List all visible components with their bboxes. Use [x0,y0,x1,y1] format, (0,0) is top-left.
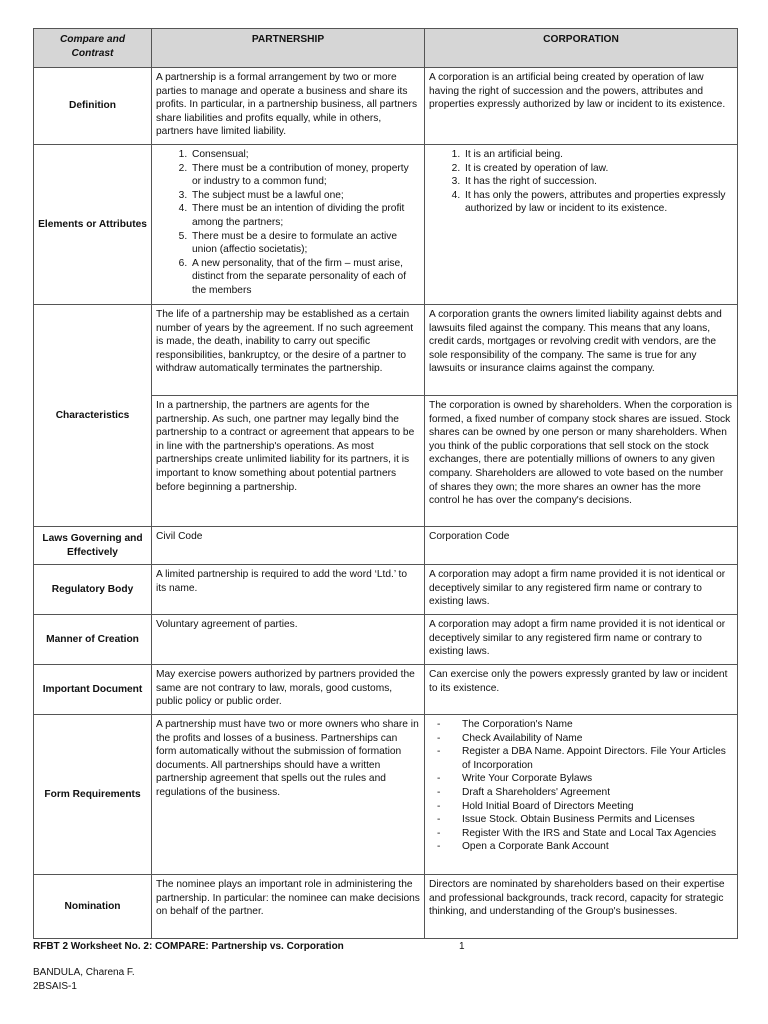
document-corporation: Can exercise only the powers expressly granted by law or incident to its existence. [425,665,738,715]
row-form [34,715,738,875]
elements-partnership-list [156,148,420,298]
list-item: 2. There must be a contribution of money, property or industry to a common fund; [190,162,420,189]
characteristics-corporation-2: The corporation is owned by shareholders. When the corporation is formed, a fixed number of company stock shares are issued. Stock shares can be owned by one person or many shareholders. When you think of the public corporations that sell stock on the stock exchanges, there are potentially millions of owners to any given company. Shareholders are allowed to vote based on the number of shares they own; the more shares an owner has the more control he has over the company's decisions. [425,396,738,527]
form-corporation [425,715,738,875]
row-label-nomination: Nomination [34,875,152,939]
laws-corporation: Corporation Code [425,527,738,565]
row-label-characteristics: Characteristics [34,305,152,527]
list-item: - Issue Stock. Obtain Business Permits and Licenses [462,813,733,827]
row-label-creation: Manner of Creation [34,615,152,665]
list-item: 4. There must be an intention of dividing the profit among the partners; [190,202,420,229]
row-label-elements: Elements or Attributes [34,145,152,305]
author-name: BANDULA, Charena F. [33,967,135,978]
row-label-regulatory: Regulatory Body [34,565,152,615]
nomination-corporation: Directors are nominated by shareholders based on their expertise and professional backgrounds, track record, capacity for strategic thinking, and understanding of the Group's businesses. [425,875,738,939]
list-item: 4. It has only the powers, attributes and properties expressly authorized by law or incident to its existence. [463,189,733,216]
creation-corporation: A corporation may adopt a firm name provided it is not identical or deceptively similar to any registered firm name or contrary to existing laws. [425,615,738,665]
page-number: 1 [459,941,465,952]
list-item: - Hold Initial Board of Directors Meeting [462,800,733,814]
comparison-table [33,28,738,939]
document-partnership: May exercise powers authorized by partners provided the same are not contrary to law, morals, good customs, public policy or public order. [152,665,425,715]
form-partnership: A partnership must have two or more owners who share in the profits and losses of a business. Partnerships can form automatically without the submission of formation documents. All partnerships should have a written partnership agreement that spells out the rules and regulations of the business. [152,715,425,875]
elements-corporation [425,145,738,305]
row-laws [34,527,738,565]
row-elements [34,145,738,305]
list-item: - Open a Corporate Bank Account [462,840,733,854]
author-section: 2BSAIS-1 [33,981,77,992]
row-label-laws: Laws Governing and Effectively [34,527,152,565]
list-item: 1. It is an artificial being. [463,148,733,162]
footer-title: RFBT 2 Worksheet No. 2: COMPARE: Partnership vs. Corporation [33,941,344,952]
list-item: - Register a DBA Name. Appoint Directors. File Your Articles of Incorporation [462,745,733,772]
creation-partnership: Voluntary agreement of parties. [152,615,425,665]
row-characteristics-1 [34,305,738,396]
characteristics-corporation-1: A corporation grants the owners limited liability against debts and lawsuits filed against the company. This means that any loans, credit cards, mortgages or revolving credit with vendors, are the sole responsibility of the company. The same is true for any lawsuits or insurance claims against the company. [425,305,738,396]
row-label-definition: Definition [34,68,152,145]
elements-corporation-list [429,148,733,216]
header-row [34,29,738,68]
list-item: 3. The subject must be a lawful one; [190,189,420,203]
list-item: - Check Availability of Name [462,732,733,746]
author-block [33,966,135,994]
form-corporation-list [429,718,733,854]
characteristics-partnership-1: The life of a partnership may be established as a certain number of years by the agreement. If no such agreement is made, the death, inability to carry out specific responsibilities, bankruptcy, or the desire of a partner to withdraw automatically terminates the partnership. [152,305,425,396]
header-corporation: CORPORATION [425,29,738,68]
list-item: - Write Your Corporate Bylaws [462,772,733,786]
regulatory-partnership: A limited partnership is required to add the word ‘Ltd.’ to its name. [152,565,425,615]
list-item: 2. It is created by operation of law. [463,162,733,176]
list-item: - Draft a Shareholders' Agreement [462,786,733,800]
characteristics-partnership-2: In a partnership, the partners are agents for the partnership. As such, one partner may legally bind the partnership to a contract or agreement that appears to be in line with the partnership's operations. As most partnerships create unlimited liability for its partners, it is important to know something about potential partners before beginning a partnership. [152,396,425,527]
row-creation [34,615,738,665]
list-item: 5. There must be a desire to formulate an active union (affectio societatis); [190,230,420,257]
list-item: 1. Consensual; [190,148,420,162]
row-regulatory [34,565,738,615]
list-item: 3. It has the right of succession. [463,175,733,189]
regulatory-corporation: A corporation may adopt a firm name provided it is not identical or deceptively similar to any registered firm name or contrary to existing laws. [425,565,738,615]
nomination-partnership: The nominee plays an important role in administering the partnership. In particular: the nominee can make decisions on behalf of the partner. [152,875,425,939]
list-item: 6. A new personality, that of the firm – must arise, distinct from the separate personality of each of the members [190,257,420,298]
row-label-form: Form Requirements [34,715,152,875]
header-aspect: Compare and Contrast [34,29,152,68]
definition-partnership: A partnership is a formal arrangement by two or more parties to manage and operate a business and share its profits. In particular, in a partnership business, all partners share liabilities and profits equally, while in others, partners have limited liability. [152,68,425,145]
elements-partnership [152,145,425,305]
list-item: - Register With the IRS and State and Local Tax Agencies [462,827,733,841]
laws-partnership: Civil Code [152,527,425,565]
list-item: - The Corporation's Name [462,718,733,732]
row-definition [34,68,738,145]
header-partnership: PARTNERSHIP [152,29,425,68]
row-document [34,665,738,715]
row-nomination [34,875,738,939]
definition-corporation: A corporation is an artificial being created by operation of law having the right of succession and the powers, attributes and properties expressly authorized by law or incident to its existence. [425,68,738,145]
row-label-document: Important Document [34,665,152,715]
